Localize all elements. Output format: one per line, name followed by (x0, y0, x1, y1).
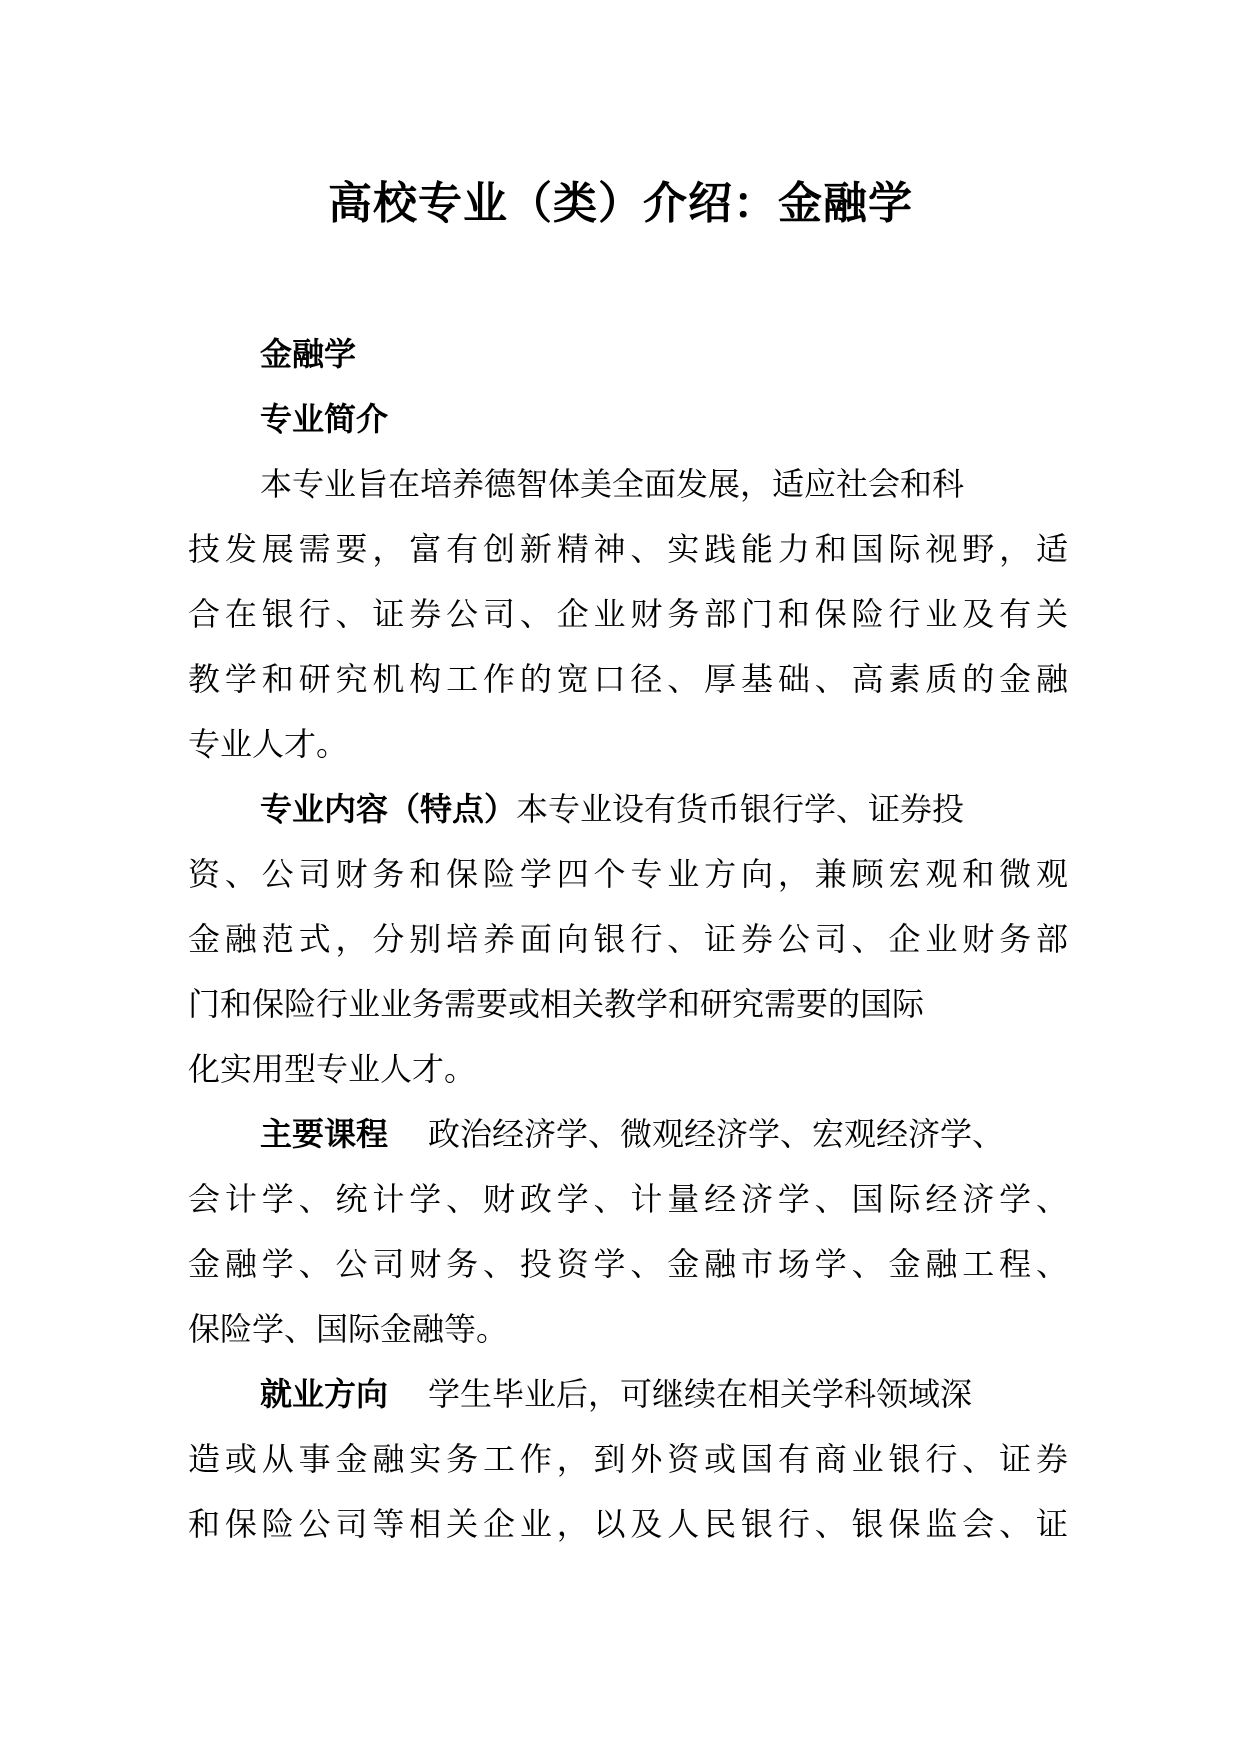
content-line-4 (188, 972, 1068, 1037)
intro-heading: 专业简介 (260, 400, 389, 438)
paragraph-text: 会计学、统计学、财政学、计量经济学、国际经济学、 (188, 1180, 1068, 1218)
paragraph-text: 本专业旨在培养德智体美全面发展，适应社会和科 (260, 465, 965, 503)
content-line-2 (188, 842, 1068, 907)
major-name: 金融学 (260, 335, 357, 373)
content-heading: 专业内容（特点） (260, 790, 517, 828)
paragraph-text: 门和保险行业业务需要或相关教学和研究需要的国际 (188, 985, 925, 1023)
paragraph-text: 教学和研究机构工作的宽口径、厚基础、高素质的金融 (188, 660, 1068, 698)
intro-line-4 (188, 647, 1068, 712)
paragraph-text: 本专业设有货币银行学、证券投 (516, 790, 965, 828)
content-line-3 (188, 907, 1068, 972)
paragraph-text: 保险学、国际金融等。 (188, 1310, 509, 1348)
intro-line-3 (188, 582, 1068, 647)
courses-line-2 (188, 1167, 1068, 1232)
courses-line-1 (188, 1102, 1068, 1167)
paragraph-text: 合在银行、证券公司、企业财务部门和保险行业及有关 (188, 595, 1068, 633)
paragraph-text: 金融学、公司财务、投资学、金融市场学、金融工程、 (188, 1245, 1068, 1283)
career-line-1 (188, 1362, 1068, 1427)
paragraph-text: 造或从事金融实务工作，到外资或国有商业银行、证券 (188, 1440, 1068, 1478)
paragraph-text: 学生毕业后，可继续在相关学科领域深 (428, 1375, 973, 1413)
document-title: 高校专业（类）介绍：金融学 (328, 178, 913, 229)
career-heading: 就业方向 (260, 1375, 389, 1413)
paragraph-text: 和保险公司等相关企业，以及人民银行、银保监会、证 (188, 1505, 1068, 1543)
paragraph-text: 技发展需要，富有创新精神、实践能力和国际视野，适 (188, 530, 1068, 568)
courses-line-4 (188, 1297, 1068, 1362)
paragraph-text: 金融范式，分别培养面向银行、证券公司、企业财务部 (188, 920, 1068, 958)
paragraph-text: 化实用型专业人才。 (188, 1050, 477, 1088)
courses-heading: 主要课程 (260, 1115, 389, 1153)
content-line-1 (188, 777, 1068, 842)
document-body (188, 322, 1068, 1557)
career-line-3 (188, 1492, 1068, 1557)
intro-line-2 (188, 517, 1068, 582)
courses-line-3 (188, 1232, 1068, 1297)
intro-line-5 (188, 712, 1068, 777)
paragraph-text: 专业人才。 (188, 725, 349, 763)
intro-line-1 (188, 452, 1068, 517)
content-line-5 (188, 1037, 1068, 1102)
paragraph-text: 资、公司财务和保险学四个专业方向，兼顾宏观和微观 (188, 855, 1068, 893)
paragraph-text: 政治经济学、微观经济学、宏观经济学、 (428, 1115, 1005, 1153)
career-line-2 (188, 1427, 1068, 1492)
